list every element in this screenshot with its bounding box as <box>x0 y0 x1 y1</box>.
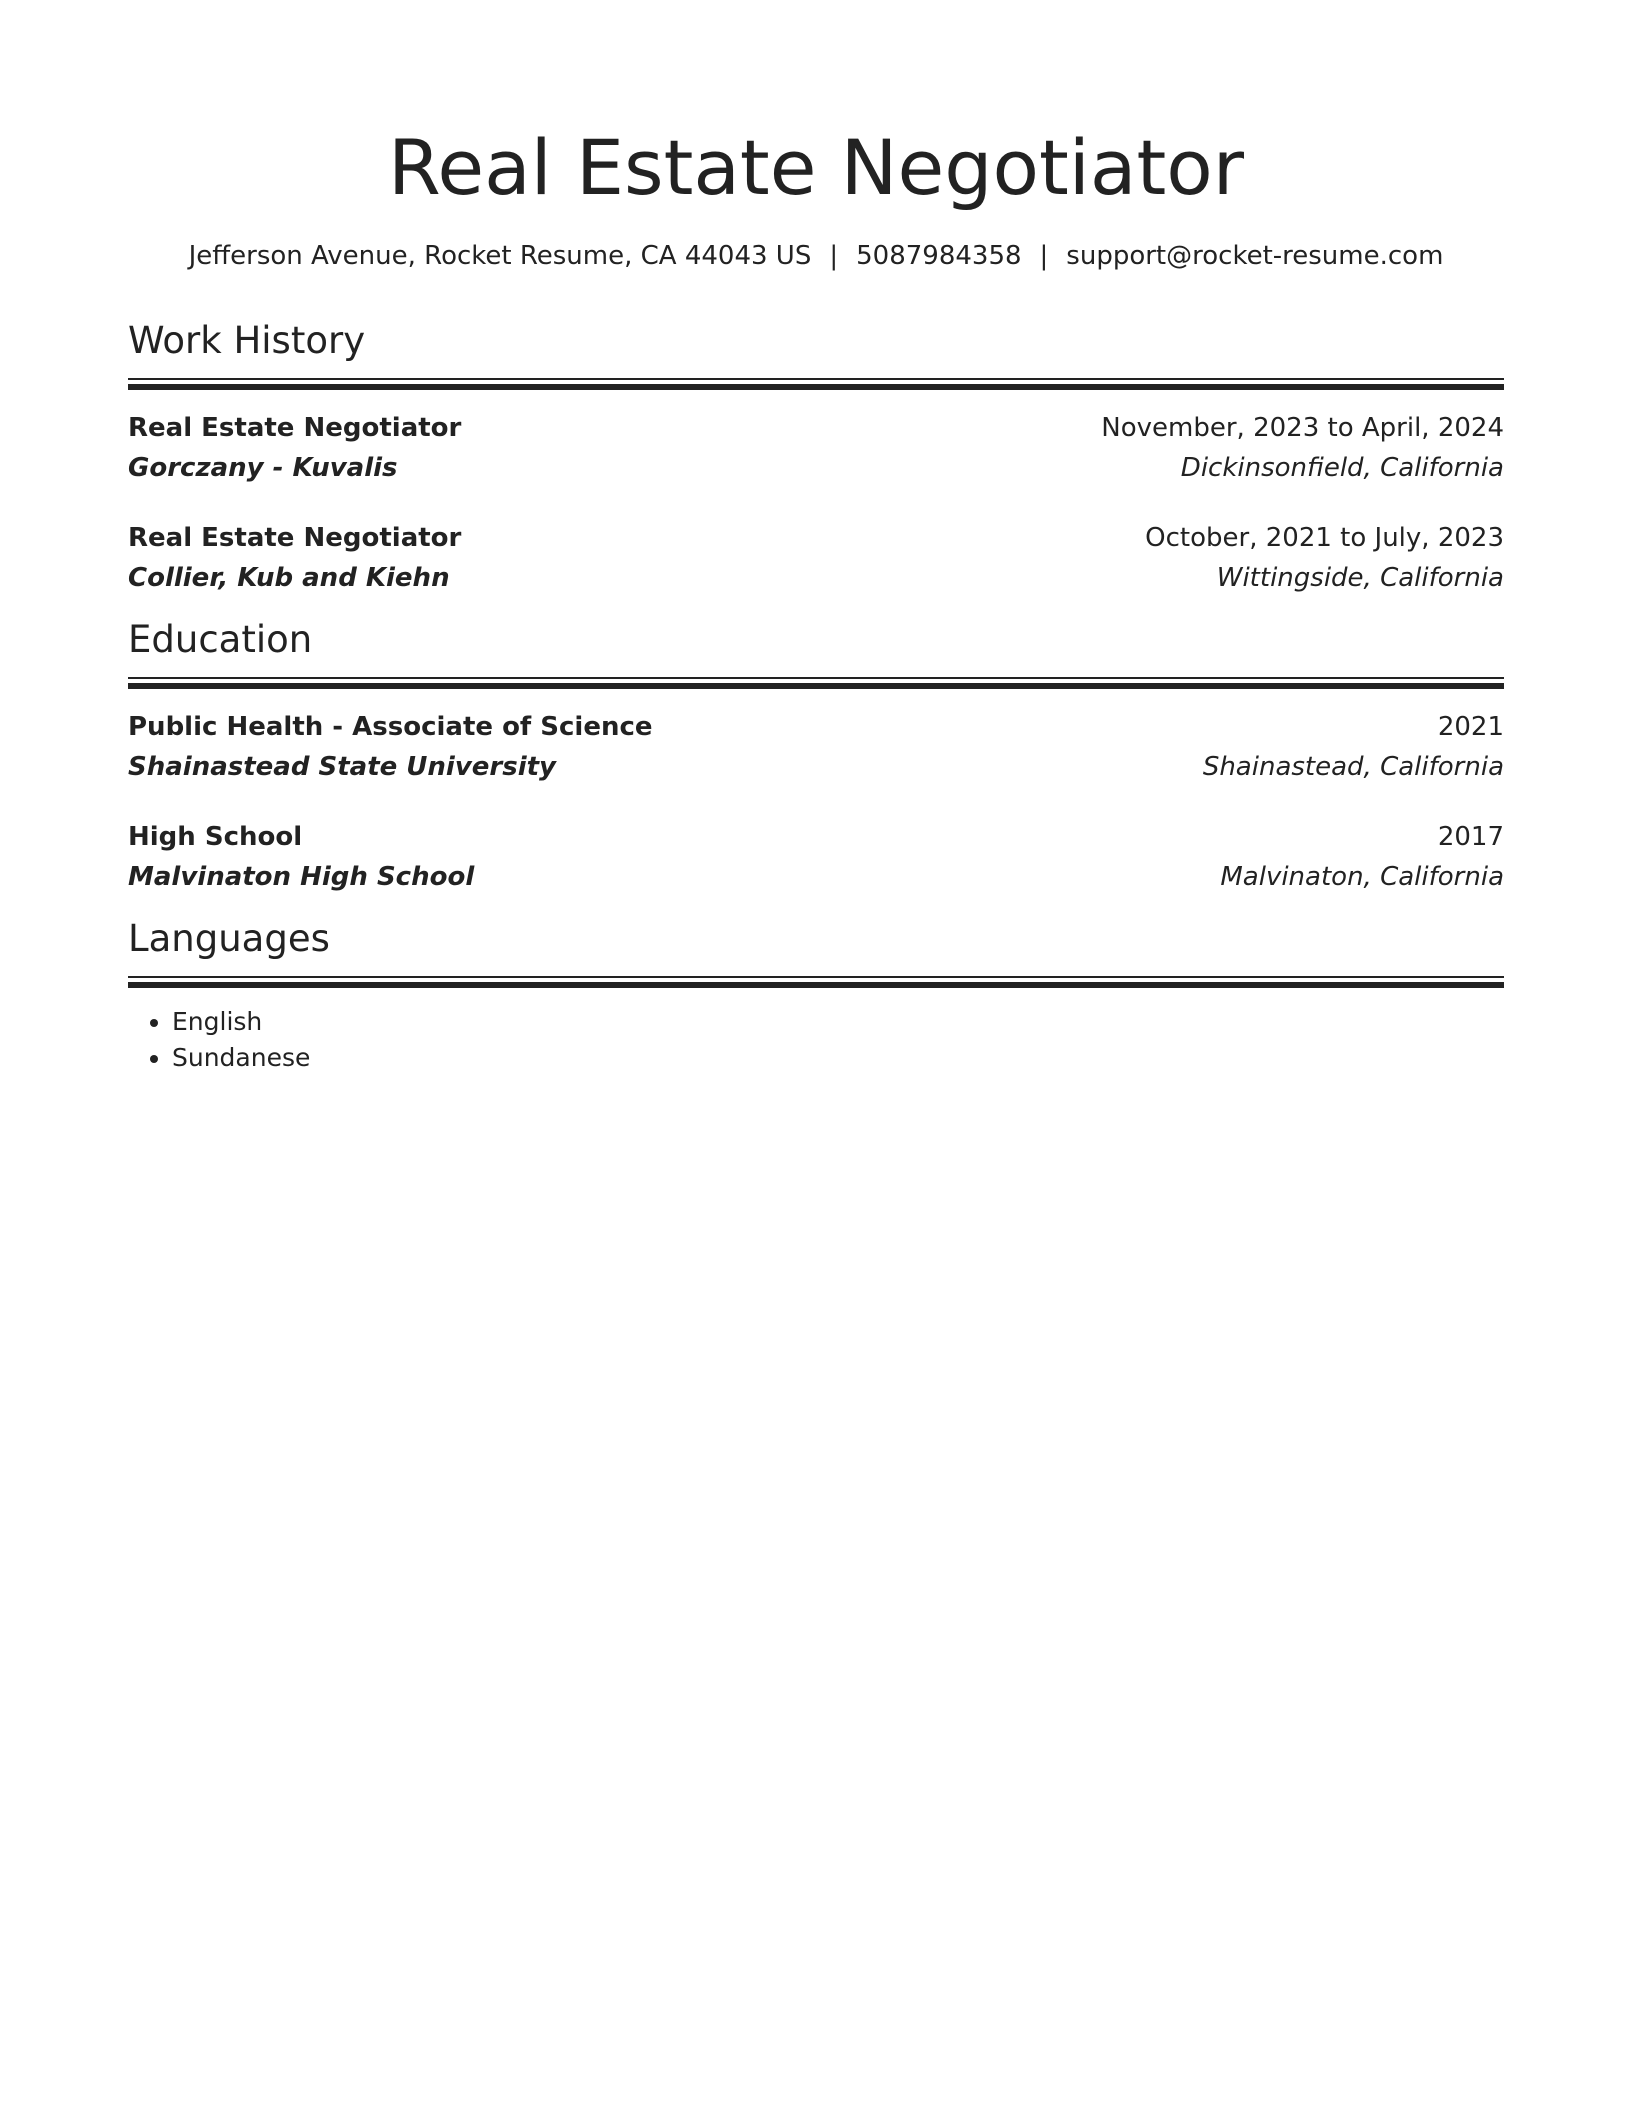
graduation-year: 2017 <box>1437 822 1504 852</box>
contact-email: support@rocket-resume.com <box>1066 241 1444 271</box>
job-dates: October, 2021 to July, 2023 <box>1145 523 1504 553</box>
section-divider <box>128 378 1504 390</box>
languages-list <box>128 1004 1504 1076</box>
language-item: • English <box>172 1004 1504 1040</box>
languages-section <box>128 914 1504 1076</box>
school-location: Malvinaton, California <box>1220 862 1504 892</box>
languages-heading: Languages <box>128 917 330 960</box>
section-divider <box>128 976 1504 988</box>
school-name: Shainastead State University <box>128 752 557 782</box>
employer-name: Collier, Kub and Kiehn <box>128 563 450 593</box>
contact-address: Jefferson Avenue, Rocket Resume, CA 44043 US <box>188 241 812 271</box>
work-history-heading: Work History <box>128 319 366 362</box>
contact-separator: | <box>1039 241 1049 271</box>
contact-line <box>128 238 1504 274</box>
work-entry <box>128 408 1504 490</box>
job-location: Wittingside, California <box>1216 563 1504 593</box>
job-title: Real Estate Negotiator <box>128 413 462 443</box>
job-location: Dickinsonfield, California <box>1180 453 1504 483</box>
school-location: Shainastead, California <box>1202 752 1504 782</box>
contact-phone: 5087984358 <box>856 241 1022 271</box>
job-dates: November, 2023 to April, 2024 <box>1101 413 1504 443</box>
work-entry <box>128 518 1504 600</box>
education-entry <box>128 707 1504 789</box>
education-section <box>128 615 1504 899</box>
employer-name: Gorczany - Kuvalis <box>128 453 398 483</box>
section-divider <box>128 677 1504 689</box>
school-name: Malvinaton High School <box>128 862 475 892</box>
language-item: • Sundanese <box>172 1040 1504 1076</box>
graduation-year: 2021 <box>1437 712 1504 742</box>
resume-title: Real Estate Negotiator <box>387 123 1245 212</box>
degree-title: Public Health - Associate of Science <box>128 712 653 742</box>
work-history-section <box>128 316 1504 600</box>
contact-separator: | <box>829 241 839 271</box>
degree-title: High School <box>128 822 303 852</box>
job-title: Real Estate Negotiator <box>128 523 462 553</box>
education-entry <box>128 817 1504 899</box>
education-heading: Education <box>128 618 313 661</box>
